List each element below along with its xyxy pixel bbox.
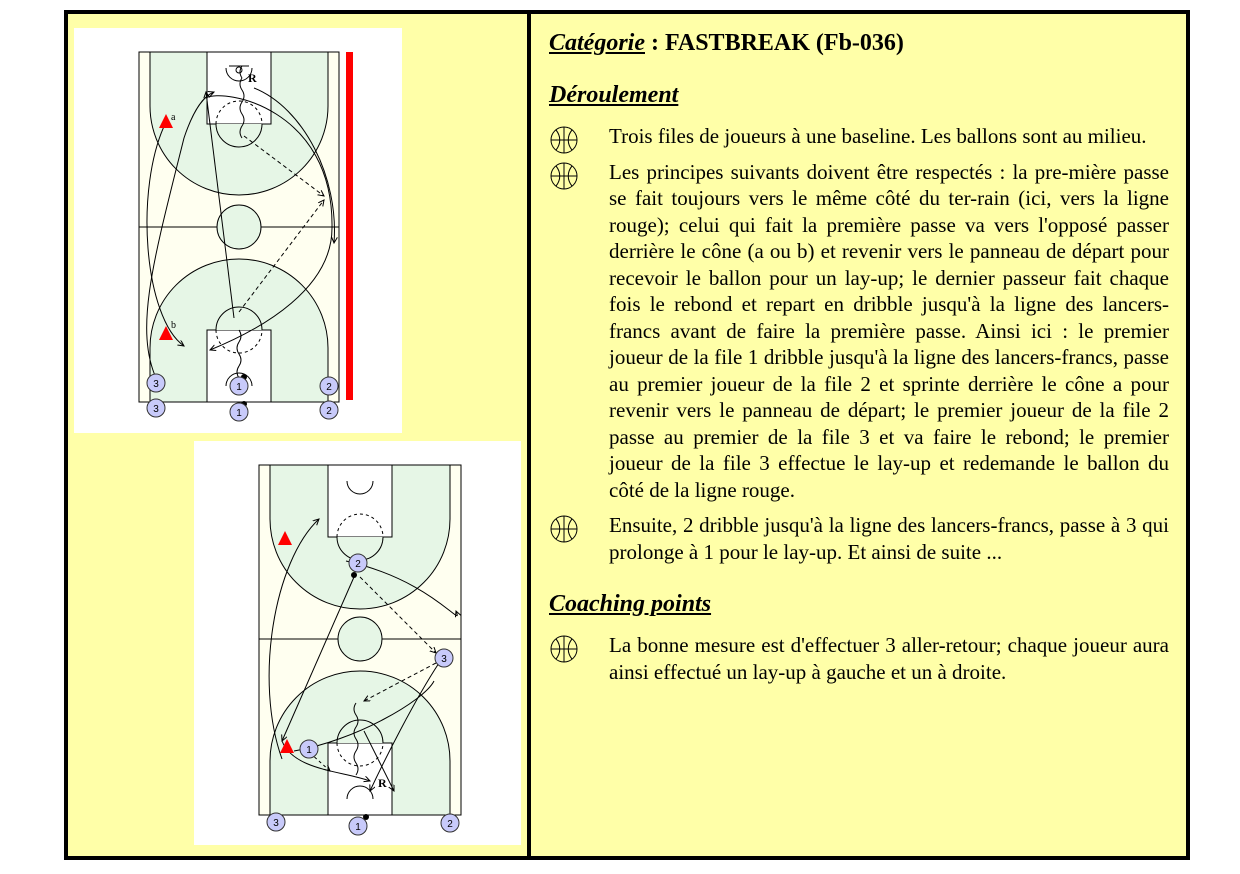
basketball-icon bbox=[549, 125, 579, 155]
player-1-cut-label: 1 bbox=[306, 745, 312, 756]
player-3-base-label: 3 bbox=[273, 818, 279, 829]
court-diagram-1 bbox=[74, 28, 402, 433]
center-circle bbox=[338, 617, 382, 661]
cone-a-label: a bbox=[171, 112, 176, 123]
key-top bbox=[207, 52, 271, 124]
deroulement-title: Déroulement bbox=[549, 82, 679, 108]
coaching-section bbox=[549, 591, 1169, 685]
player-3a-label: 3 bbox=[153, 379, 159, 390]
basketball-icon bbox=[549, 514, 579, 544]
category-separator: : bbox=[645, 30, 665, 56]
deroulement-section bbox=[549, 82, 1169, 565]
player-1a-label: 1 bbox=[236, 382, 242, 393]
deroulement-text-1: Trois files de joueurs à une baseline. Les ballons sont au milieu. bbox=[609, 124, 1147, 148]
player-2b-label: 2 bbox=[326, 406, 332, 417]
court-diagram-1-drawing bbox=[74, 28, 402, 433]
drill-description bbox=[549, 22, 1169, 685]
ball bbox=[351, 572, 357, 578]
coaching-item bbox=[549, 632, 1169, 685]
player-3b-label: 3 bbox=[153, 404, 159, 415]
player-2-base-label: 2 bbox=[447, 819, 453, 830]
rebound-label: R bbox=[248, 71, 257, 85]
player-3-wing-label: 3 bbox=[441, 654, 447, 665]
coaching-title: Coaching points bbox=[549, 591, 712, 617]
category-label: Catégorie bbox=[549, 30, 645, 56]
player-2-top-label: 2 bbox=[355, 559, 361, 570]
player-2a-label: 2 bbox=[326, 382, 332, 393]
deroulement-text-3: Ensuite, 2 dribble jusqu'à la ligne des lancers-francs, passe à 3 qui prolonge à 1 pour le lay-up. Et ainsi de suite ... bbox=[609, 513, 1169, 564]
center-circle bbox=[217, 205, 261, 249]
player-1-base-label: 1 bbox=[355, 822, 361, 833]
court-diagram-2-drawing bbox=[194, 441, 521, 845]
cone-b-label: b bbox=[171, 320, 176, 331]
basketball-icon bbox=[549, 161, 579, 191]
category-line bbox=[549, 30, 1169, 64]
basketball-icon bbox=[549, 634, 579, 664]
red-sideline bbox=[346, 52, 353, 400]
deroulement-item bbox=[549, 512, 1169, 565]
category-value: FASTBREAK (Fb-036) bbox=[665, 30, 904, 56]
deroulement-item bbox=[549, 159, 1169, 504]
court-diagram-2 bbox=[194, 441, 521, 845]
key-top bbox=[328, 465, 392, 537]
player-1b-label: 1 bbox=[236, 408, 242, 419]
deroulement-text-2: Les principes suivants doivent être respectés : la pre-mière passe se fait toujours vers le même côté du ter-rain (ici, vers la ligne rouge); celui qui fait la première passe va vers l'opposé passer derrière le cône (a ou b) et revenir vers le panneau de départ pour recevoir le ballon pour un lay-up; le dernier passeur fait chaque fois le rebond et repart en dribble jusqu'à la ligne des lancers-francs avant de faire la première passe. Ainsi ici : le premier joueur de la file 1 dribble jusqu'à la ligne des lancers-francs, passe au premier joueur de la file 2 et sprinte derrière le cône a pour revenir vers le panneau de départ; le premier joueur de la file 2 passe au premier de la file 3 et va faire le rebond; le premier joueur de la file 3 effectue le lay-up et redemande le ballon du côté de la ligne rouge. bbox=[609, 159, 1169, 502]
column-divider bbox=[527, 10, 531, 860]
deroulement-item bbox=[549, 123, 1169, 150]
rebound-label: R bbox=[378, 776, 387, 790]
coaching-text-1: La bonne mesure est d'effectuer 3 aller-retour; chaque joueur aura ainsi effectué un lay-up à gauche et un à droite. bbox=[609, 633, 1169, 684]
